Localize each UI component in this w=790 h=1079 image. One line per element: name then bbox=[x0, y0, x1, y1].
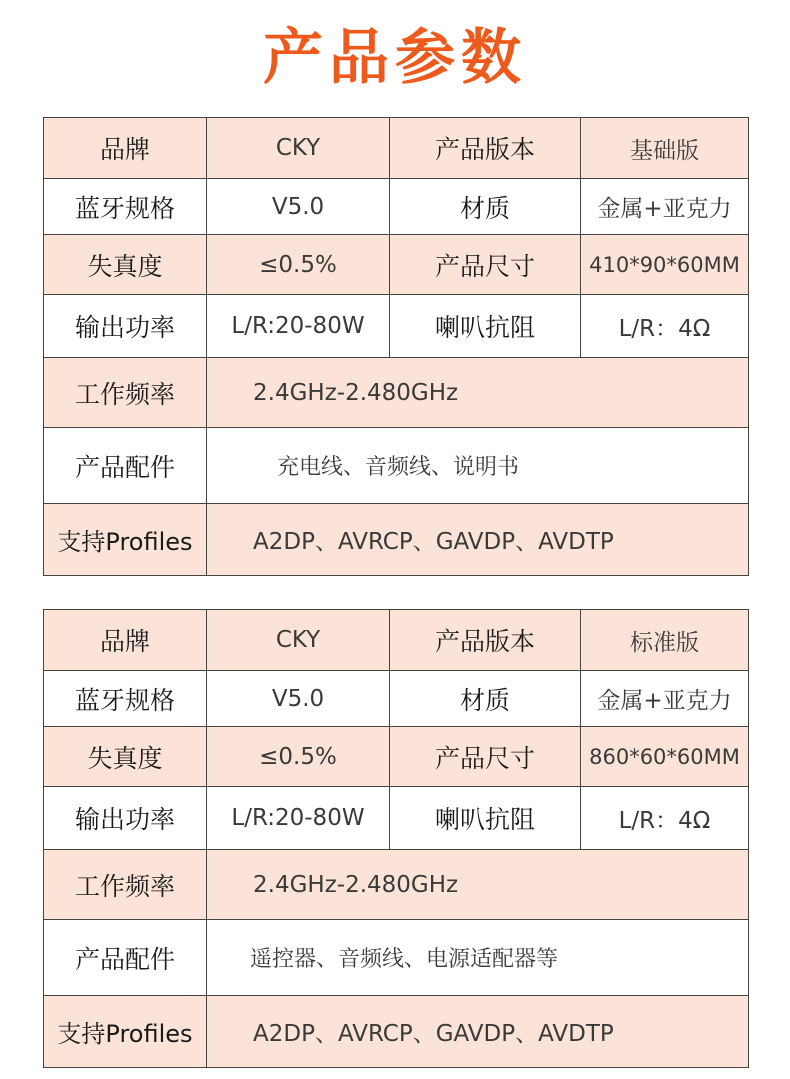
table-row bbox=[44, 179, 749, 235]
version-value: 基础版 bbox=[581, 118, 749, 179]
table-row bbox=[44, 850, 749, 920]
spec-table-standard bbox=[43, 609, 749, 1068]
table-row bbox=[44, 235, 749, 295]
table-row bbox=[44, 358, 749, 428]
size-label: 产品尺寸 bbox=[390, 727, 581, 787]
brand-value: CKY bbox=[207, 610, 390, 671]
size-value: 410*90*60MM bbox=[581, 235, 749, 295]
brand-value: CKY bbox=[207, 118, 390, 179]
spec-table-basic bbox=[43, 117, 749, 576]
version-label: 产品版本 bbox=[390, 610, 581, 671]
table-row bbox=[44, 920, 749, 996]
distortion-label: 失真度 bbox=[44, 235, 207, 295]
impedance-label: 喇叭抗阻 bbox=[390, 787, 581, 850]
table-row bbox=[44, 671, 749, 727]
table-row bbox=[44, 727, 749, 787]
accessories-label: 产品配件 bbox=[44, 920, 207, 996]
accessories-label: 产品配件 bbox=[44, 428, 207, 504]
table-row bbox=[44, 428, 749, 504]
brand-label: 品牌 bbox=[44, 118, 207, 179]
table-row bbox=[44, 295, 749, 358]
impedance-label: 喇叭抗阻 bbox=[390, 295, 581, 358]
profiles-label: 支持Profiles bbox=[44, 504, 207, 576]
page-title: 产品参数 bbox=[263, 23, 527, 93]
power-label: 输出功率 bbox=[44, 295, 207, 358]
profiles-value: A2DP、AVRCP、GAVDP、AVDTP bbox=[207, 504, 749, 576]
table-row bbox=[44, 504, 749, 576]
power-label: 输出功率 bbox=[44, 787, 207, 850]
material-label: 材质 bbox=[390, 179, 581, 235]
impedance-value: L/R：4Ω bbox=[581, 295, 749, 358]
bluetooth-value: V5.0 bbox=[207, 179, 390, 235]
size-label: 产品尺寸 bbox=[390, 235, 581, 295]
size-value: 860*60*60MM bbox=[581, 727, 749, 787]
power-value: L/R:20-80W bbox=[207, 295, 390, 358]
table-row bbox=[44, 610, 749, 671]
distortion-label: 失真度 bbox=[44, 727, 207, 787]
table-row bbox=[44, 787, 749, 850]
impedance-value: L/R：4Ω bbox=[581, 787, 749, 850]
power-value: L/R:20-80W bbox=[207, 787, 390, 850]
frequency-value: 2.4GHz-2.480GHz bbox=[207, 850, 749, 920]
bluetooth-label: 蓝牙规格 bbox=[44, 179, 207, 235]
bluetooth-value: V5.0 bbox=[207, 671, 390, 727]
distortion-value: ≤0.5% bbox=[207, 727, 390, 787]
material-value: 金属+亚克力 bbox=[581, 179, 749, 235]
profiles-label: 支持Profiles bbox=[44, 996, 207, 1068]
version-label: 产品版本 bbox=[390, 118, 581, 179]
frequency-label: 工作频率 bbox=[44, 850, 207, 920]
version-value: 标准版 bbox=[581, 610, 749, 671]
profiles-value: A2DP、AVRCP、GAVDP、AVDTP bbox=[207, 996, 749, 1068]
material-value: 金属+亚克力 bbox=[581, 671, 749, 727]
accessories-value: 充电线、音频线、说明书 bbox=[207, 428, 749, 504]
bluetooth-label: 蓝牙规格 bbox=[44, 671, 207, 727]
accessories-value: 遥控器、音频线、电源适配器等 bbox=[207, 920, 749, 996]
distortion-value: ≤0.5% bbox=[207, 235, 390, 295]
brand-label: 品牌 bbox=[44, 610, 207, 671]
material-label: 材质 bbox=[390, 671, 581, 727]
table-row bbox=[44, 996, 749, 1068]
table-row bbox=[44, 118, 749, 179]
frequency-label: 工作频率 bbox=[44, 358, 207, 428]
frequency-value: 2.4GHz-2.480GHz bbox=[207, 358, 749, 428]
